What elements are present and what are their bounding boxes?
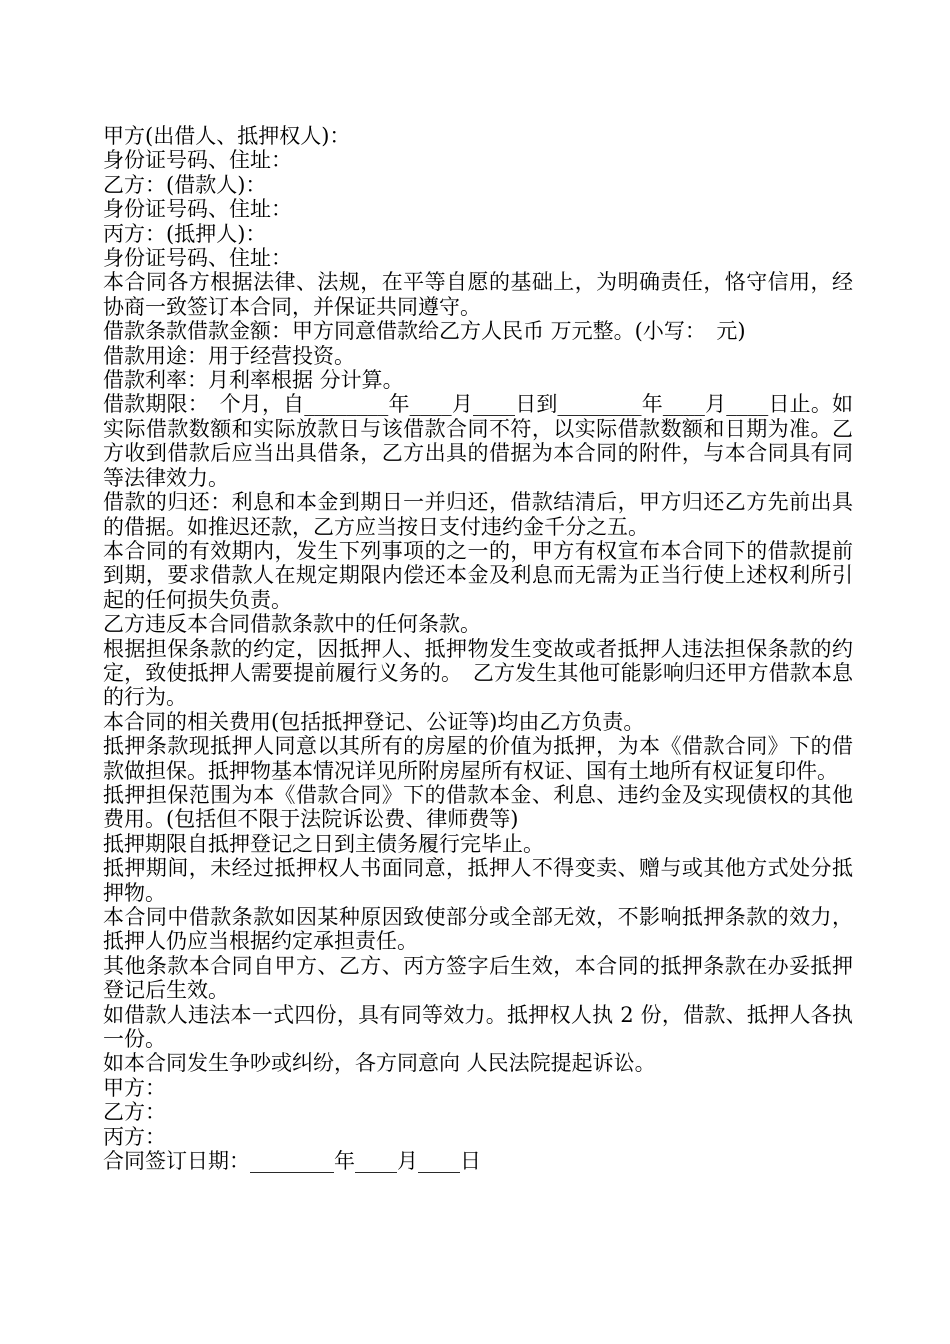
contract-body xyxy=(103,124,853,1173)
dispute-paragraph: 如本合同发生争吵或纠纷，各方同意向 人民法院提起诉讼。 xyxy=(103,1051,656,1076)
guarantee-paragraph: 根据担保条款的约定，因抵押人、抵押物发生变故或者抵押人违法担保条款的约定，致使抵押人需要提前履行义务的。 乙方发生其他可能影响归还甲方借款本息的行为。 xyxy=(103,636,853,710)
mortgage-clause-paragraph: 抵押条款现抵押人同意以其所有的房屋的价值为抵押，为本《借款合同》下的借款做担保。抵押物基本情况详见所附房屋所有权证、国有土地所有权证复印件。 xyxy=(103,734,853,783)
fees-paragraph: 本合同的相关费用(包括抵押登记、公证等)均由乙方负责。 xyxy=(103,709,645,734)
interest-rate-paragraph: 借款利率：月利率根据 分计算。 xyxy=(103,368,404,393)
preamble-paragraph: 本合同各方根据法律、法规，在平等自愿的基础上，为明确责任，恪守信用，经协商一致签订本合同，并保证共同遵守。 xyxy=(103,270,853,319)
mortgage-restriction-paragraph: 抵押期间，未经过抵押权人书面同意，抵押人不得变卖、赠与或其他方式处分抵押物。 xyxy=(103,856,853,905)
validity-paragraph: 本合同中借款条款如因某种原因致使部分或全部无效，不影响抵押条款的效力，抵押人仍应当根据约定承担责任。 xyxy=(103,905,853,954)
signature-party-c: 丙方： xyxy=(103,1124,166,1149)
party-c-line: 丙方：(抵押人)： xyxy=(103,221,267,246)
signature-party-a: 甲方： xyxy=(103,1075,166,1100)
mortgage-scope-paragraph: 抵押担保范围为本《借款合同》下的借款本金、利息、违约金及实现债权的其他费用。(包括但不限于法院诉讼费、律师费等) xyxy=(103,782,853,832)
loan-purpose-paragraph: 借款用途：用于经营投资。 xyxy=(103,343,355,368)
repayment-paragraph: 借款的归还：利息和本金到期日一并归还，借款结清后，甲方归还乙方先前出具的借据。如推迟还款，乙方应当按日支付违约金千分之五。 xyxy=(103,490,853,539)
other-clauses-paragraph: 其他条款本合同自甲方、乙方、丙方签字后生效，本合同的抵押条款在办妥抵押登记后生效。 xyxy=(103,953,853,1003)
party-b-id-line: 身份证号码、住址： xyxy=(103,197,292,222)
party-c-id-line: 身份证号码、住址： xyxy=(103,246,292,271)
acceleration-paragraph: 本合同的有效期内，发生下列事项的之一的，甲方有权宣布本合同下的借款提前到期，要求借款人在规定期限内偿还本金及利息而无需为正当行使上述权利所引起的任何损失负责。 xyxy=(103,538,853,612)
loan-term-paragraph: 借款期限： 个月，自________年____月____日到________年____月____日止。如实际借款数额和实际放款日与该借款合同不符，以实际借款数额和日期为准。乙方收到借款后应当出具借条，乙方出具的借据为本合同的附件，与本合同具有同等法律效力。 xyxy=(103,392,853,490)
party-a-id-line: 身份证号码、住址： xyxy=(103,148,292,173)
signature-party-b: 乙方： xyxy=(103,1100,166,1125)
mortgage-term-paragraph: 抵押期限自抵押登记之日到主债务履行完毕止。 xyxy=(103,831,544,856)
signing-date-line: 合同签订日期：________年____月____日 xyxy=(103,1149,481,1174)
copies-paragraph: 如借款人违法本一式四份，具有同等效力。抵押权人执 2 份，借款、抵押人各执一份。 xyxy=(103,1002,853,1052)
party-a-line: 甲方(出借人、抵押权人)： xyxy=(103,124,351,148)
party-b-line: 乙方：(借款人)： xyxy=(103,172,267,197)
breach-paragraph: 乙方违反本合同借款条款中的任何条款。 xyxy=(103,612,481,637)
loan-amount-paragraph: 借款条款借款金额：甲方同意借款给乙方人民币 万元整。(小写： 元) xyxy=(103,319,746,344)
